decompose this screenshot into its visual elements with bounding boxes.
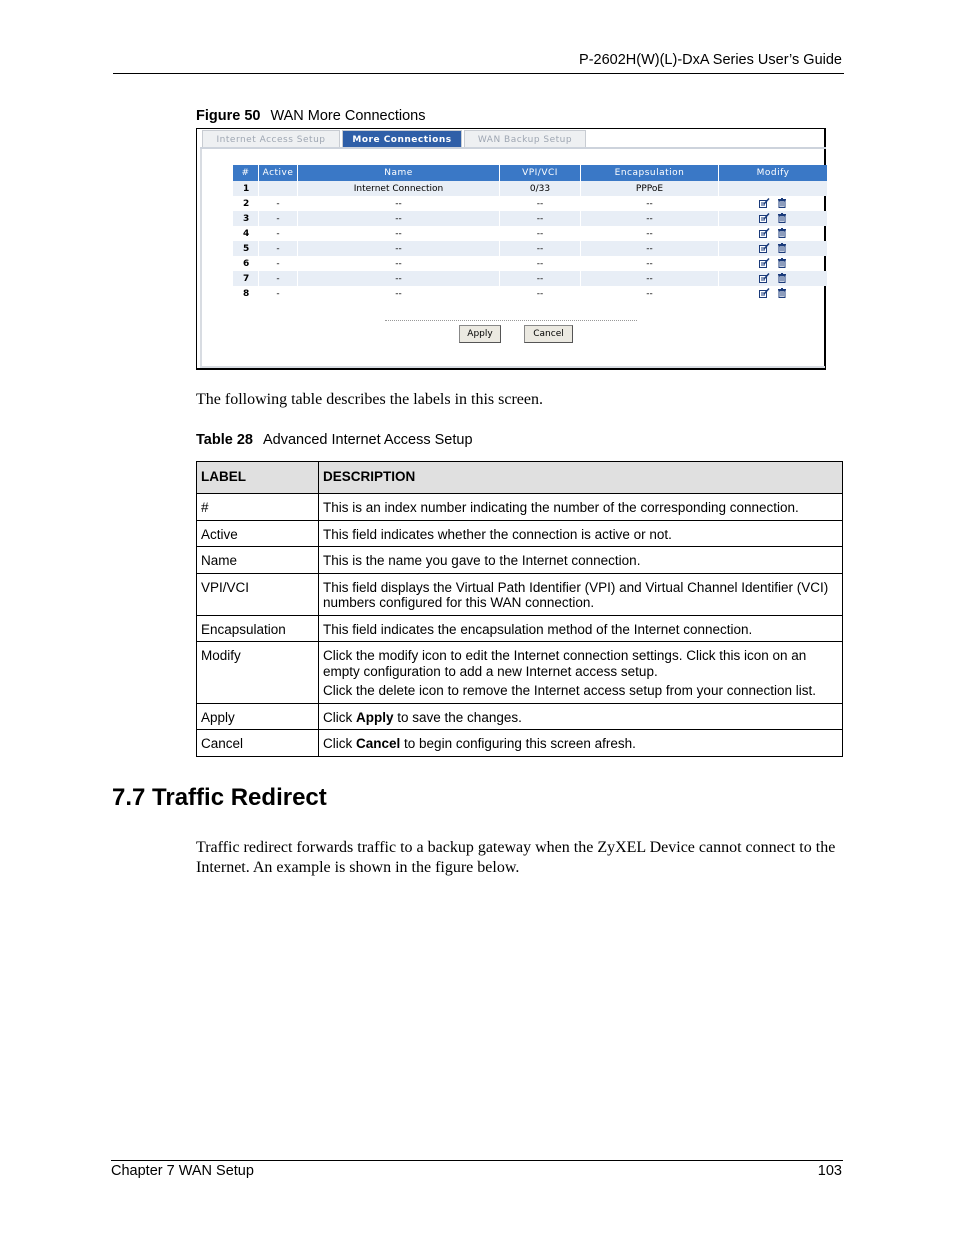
description-paragraph: This is an index number indicating the number of the corresponding connection. (323, 500, 799, 515)
connections-table (232, 165, 828, 301)
row-vpivci: -- (536, 198, 544, 209)
row-vpivci: -- (536, 228, 544, 239)
edit-icon[interactable] (759, 258, 770, 268)
row-label: Modify (197, 642, 319, 704)
row-index: 1 (233, 181, 258, 196)
edit-icon[interactable] (759, 198, 770, 208)
row-encapsulation: -- (646, 288, 653, 299)
page-number: 103 (817, 1163, 842, 1179)
description-row (197, 703, 843, 730)
row-description (319, 615, 843, 642)
connection-row (233, 241, 827, 256)
description-row (197, 642, 843, 704)
description-text: to save the changes. (393, 709, 522, 725)
description-paragraph: This field indicates the encapsulation method of the Internet connection. (323, 621, 753, 637)
row-index: 3 (233, 211, 258, 226)
edit-icon[interactable] (759, 288, 770, 298)
row-encapsulation: -- (581, 271, 718, 286)
row-name: -- (298, 271, 499, 286)
footer-chapter: Chapter 7 WAN Setup (111, 1163, 254, 1179)
delete-icon[interactable] (776, 228, 787, 238)
row-name: -- (395, 198, 402, 209)
row-description (319, 547, 843, 574)
figure-caption (196, 108, 425, 124)
description-text: Click (323, 736, 356, 751)
row-active (259, 181, 297, 196)
row-encapsulation: -- (646, 228, 653, 239)
delete-icon[interactable] (776, 288, 787, 298)
row-name: -- (298, 211, 499, 226)
row-label: Name (197, 547, 319, 574)
row-vpivci: 0/33 (500, 181, 580, 196)
connection-row (233, 226, 827, 241)
description-text: Click (323, 709, 356, 725)
description-bold: Cancel (356, 736, 401, 751)
row-name: -- (395, 258, 402, 269)
connection-row (233, 196, 827, 211)
tab-bar (200, 129, 826, 148)
row-encapsulation: -- (646, 258, 653, 269)
section-title: 7.7 Traffic Redirect (112, 784, 327, 811)
row-modify (719, 181, 827, 196)
connection-row (233, 181, 827, 196)
row-encapsulation: PPPoE (581, 181, 718, 196)
row-modify (719, 256, 827, 271)
description-row (197, 494, 843, 521)
row-active: - (276, 288, 280, 299)
row-index: 7 (233, 271, 258, 286)
connection-row (233, 256, 827, 271)
edit-icon[interactable] (759, 243, 770, 253)
row-modify (719, 286, 827, 301)
row-index: 6 (243, 258, 250, 269)
row-encapsulation: -- (581, 241, 718, 256)
section-body: Traffic redirect forwards traffic to a backup gateway when the ZyXEL Device cannot connect to the Internet. An example is shown in the figure below. (196, 839, 836, 876)
row-description (319, 642, 843, 704)
col-index: # (233, 165, 258, 181)
table-label: Table 28 (196, 432, 253, 448)
header-description: DESCRIPTION (319, 462, 843, 494)
connection-row (233, 211, 827, 226)
header-label: LABEL (197, 462, 319, 494)
tab-internet-access-setup[interactable]: Internet Access Setup (202, 130, 340, 148)
row-description (319, 494, 843, 521)
description-row (197, 573, 843, 615)
description-paragraph: This is the name you gave to the Internet connection. (323, 553, 641, 568)
row-index: 5 (233, 241, 258, 256)
description-row (197, 615, 843, 642)
description-paragraph: Click the delete icon to remove the Internet access setup from your connection list. (323, 683, 816, 698)
description-paragraph: Click the modify icon to edit the Internet connection settings. Click this icon on an empty configuration to add a new Internet access setup. (323, 648, 807, 679)
tab-more-connections[interactable]: More Connections (342, 130, 462, 148)
row-label: Encapsulation (197, 615, 319, 642)
row-label: Active (197, 520, 319, 547)
row-name: -- (395, 228, 402, 239)
description-bold: Apply (356, 709, 394, 725)
col-name: Name (298, 165, 499, 181)
description-table (196, 461, 843, 757)
row-active: - (259, 211, 297, 226)
row-vpivci: -- (500, 211, 580, 226)
row-vpivci: -- (536, 258, 544, 269)
row-encapsulation: -- (581, 211, 718, 226)
figure-title: WAN More Connections (270, 108, 426, 124)
row-label: # (197, 494, 319, 521)
row-index: 2 (243, 198, 250, 209)
header-rule (113, 73, 844, 74)
row-encapsulation: -- (646, 198, 653, 209)
row-description (319, 730, 843, 757)
connections-header-row (233, 165, 827, 181)
row-description (319, 703, 843, 730)
cancel-button[interactable]: Cancel (524, 325, 573, 343)
delete-icon[interactable] (776, 198, 787, 208)
table-caption (196, 432, 473, 448)
description-paragraph: This field indicates whether the connection is active or not. (323, 526, 672, 542)
description-header-row (197, 462, 843, 494)
description-row (197, 547, 843, 574)
dotted-separator (385, 320, 637, 321)
row-description (319, 573, 843, 615)
delete-icon[interactable] (776, 273, 787, 283)
running-header: P-2602H(W)(L)-DxA Series User’s Guide (579, 52, 842, 68)
delete-icon[interactable] (776, 243, 787, 253)
row-active: - (276, 198, 280, 209)
delete-icon[interactable] (776, 213, 787, 223)
row-modify (719, 196, 827, 211)
description-paragraph: This field displays the Virtual Path Identifier (VPI) and Virtual Channel Identifier (VCI) numbers configured for this WAN connection. (323, 579, 829, 610)
row-name: -- (395, 288, 402, 299)
row-active: - (259, 241, 297, 256)
row-active: - (276, 228, 280, 239)
row-active: - (276, 258, 280, 269)
tab-underline (200, 147, 826, 149)
row-vpivci: -- (500, 271, 580, 286)
figure-label: Figure 50 (196, 108, 261, 124)
row-label: Cancel (197, 730, 319, 757)
edit-icon[interactable] (759, 228, 770, 238)
row-vpivci: -- (536, 288, 544, 299)
row-name: -- (298, 241, 499, 256)
connection-row (233, 271, 827, 286)
col-active: Active (259, 165, 297, 181)
edit-icon[interactable] (759, 213, 770, 223)
footer-rule (111, 1160, 843, 1161)
row-modify (719, 226, 827, 241)
row-modify (719, 241, 827, 256)
row-vpivci: -- (500, 241, 580, 256)
description-row (197, 520, 843, 547)
tab-wan-backup-setup[interactable]: WAN Backup Setup (464, 130, 586, 148)
row-label: VPI/VCI (197, 573, 319, 615)
row-active: - (259, 271, 297, 286)
col-modify: Modify (719, 165, 827, 181)
row-name: Internet Connection (298, 181, 499, 196)
row-index: 4 (243, 228, 250, 239)
row-modify (719, 211, 827, 226)
apply-button[interactable]: Apply (459, 325, 501, 343)
description-text: to begin configuring this screen afresh. (400, 736, 636, 751)
row-index: 8 (243, 288, 250, 299)
description-row (197, 730, 843, 757)
delete-icon[interactable] (776, 258, 787, 268)
edit-icon[interactable] (759, 273, 770, 283)
row-modify (719, 271, 827, 286)
intro-text: The following table describes the labels in this screen. (196, 391, 544, 408)
col-vpivci: VPI/VCI (500, 165, 580, 181)
table-title: Advanced Internet Access Setup (262, 432, 473, 448)
row-description (319, 520, 843, 547)
row-label: Apply (197, 703, 319, 730)
connection-row (233, 286, 827, 301)
col-encapsulation: Encapsulation (581, 165, 718, 181)
